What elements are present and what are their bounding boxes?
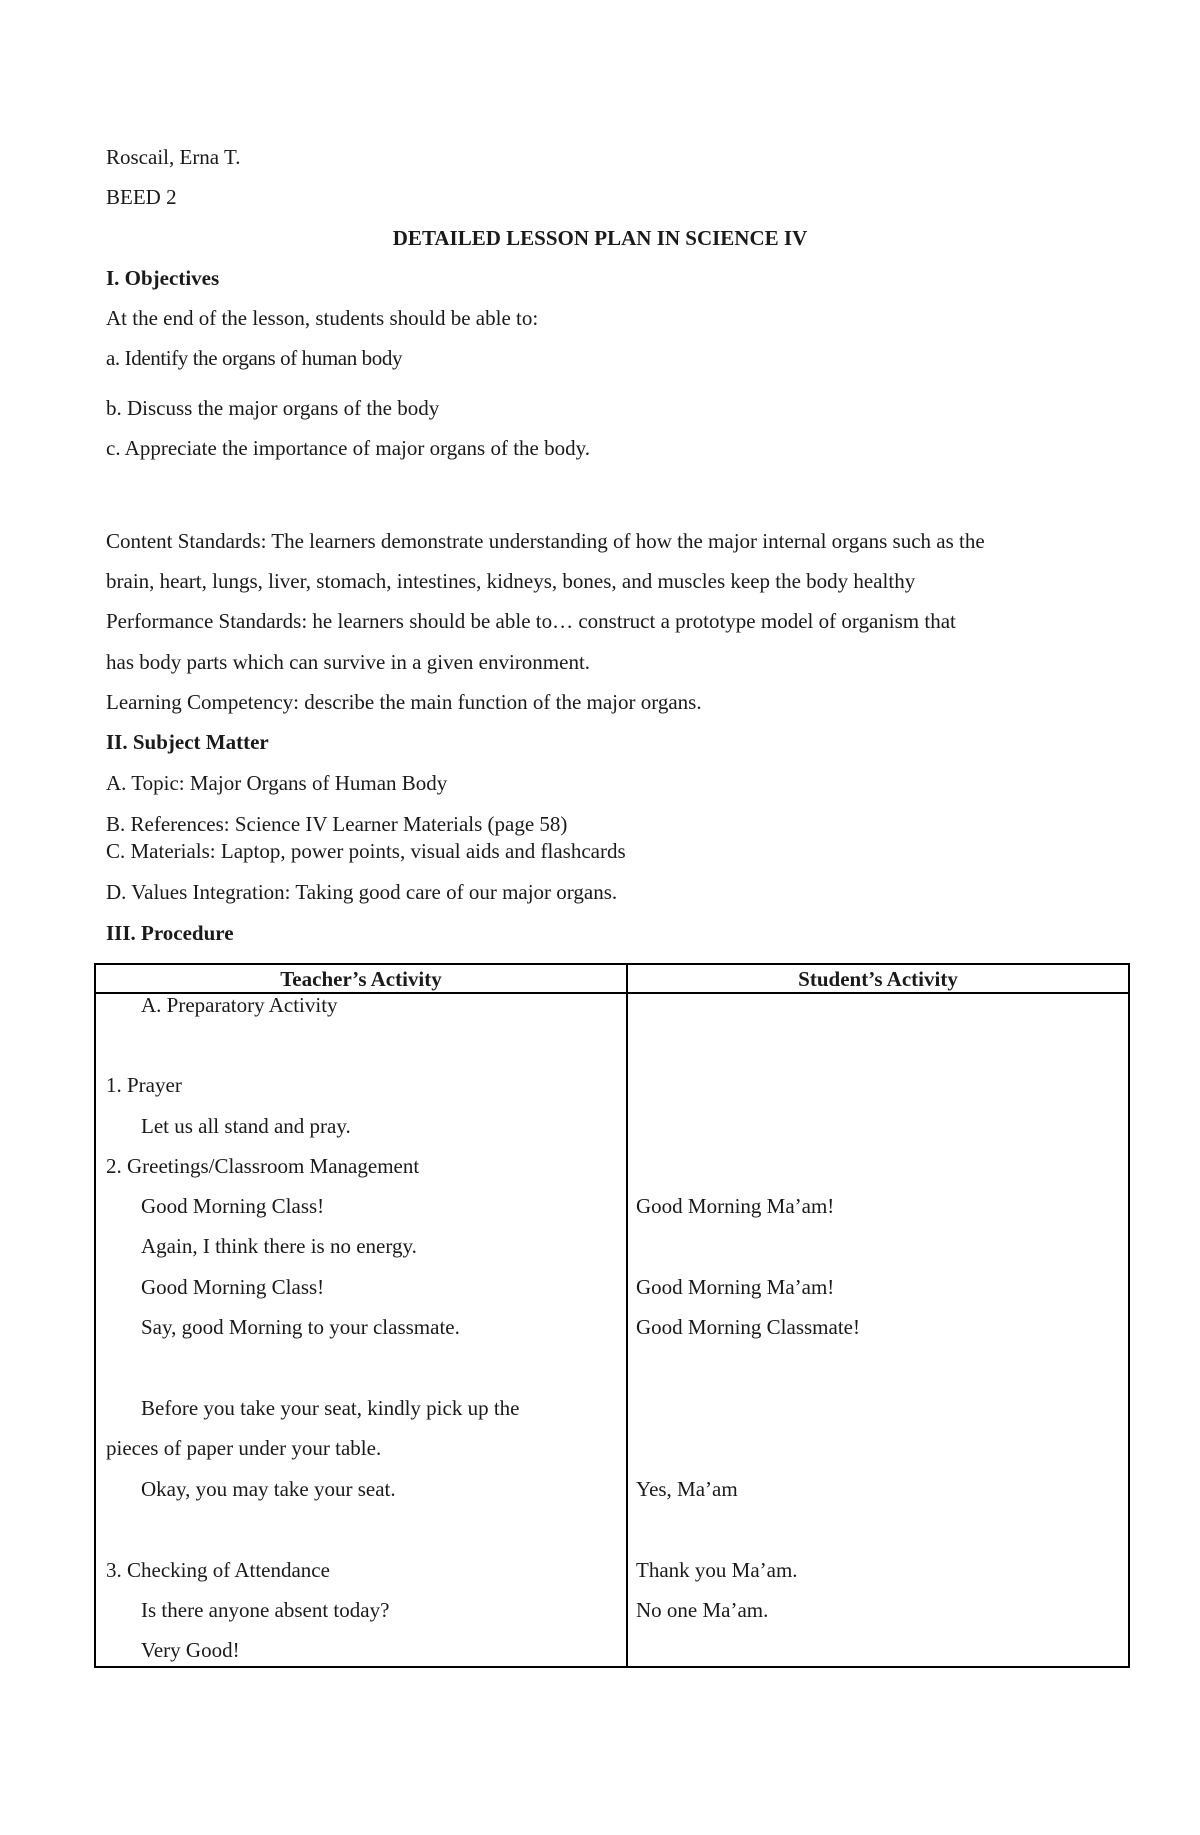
learning-competency: Learning Competency: describe the main function of the major organs.	[106, 690, 702, 714]
student-line: No one Ma’am.	[636, 1598, 769, 1622]
performance-standards: Performance Standards: he learners should be able to… construct a prototype model of organism that	[106, 609, 956, 633]
teacher-line: Let us all stand and pray.	[141, 1114, 351, 1138]
teacher-line: Is there anyone absent today?	[141, 1598, 390, 1622]
column-divider	[626, 965, 628, 1666]
teacher-line: A. Preparatory Activity	[141, 993, 338, 1017]
content-standards-cont: brain, heart, lungs, liver, stomach, intestines, kidneys, bones, and muscles keep the body healthy	[106, 569, 916, 593]
author-name: Roscail, Erna T.	[106, 145, 241, 169]
procedure-table	[94, 963, 1130, 1668]
course-label: BEED 2	[106, 185, 177, 209]
document-title: DETAILED LESSON PLAN IN SCIENCE IV	[392, 226, 808, 250]
topic-line: A. Topic: Major Organs of Human Body	[106, 771, 448, 795]
teacher-line: Say, good Morning to your classmate.	[141, 1315, 460, 1339]
performance-standards-cont: has body parts which can survive in a given environment.	[106, 650, 591, 674]
objectives-heading: I. Objectives	[106, 266, 220, 290]
objective-item: a. Identify the organs of human body	[106, 346, 403, 370]
content-standards: Content Standards: The learners demonstrate understanding of how the major internal organs such as the	[106, 529, 985, 553]
student-line: Thank you Ma’am.	[636, 1558, 798, 1582]
teacher-line: Good Morning Class!	[141, 1194, 325, 1218]
references-line: B. References: Science IV Learner Materials (page 58)	[106, 812, 568, 836]
teacher-line: Good Morning Class!	[141, 1275, 325, 1299]
teacher-line: pieces of paper under your table.	[106, 1436, 382, 1460]
materials-line: C. Materials: Laptop, power points, visual aids and flashcards	[106, 839, 626, 863]
student-line: Yes, Ma’am	[636, 1477, 738, 1501]
teacher-line: 2. Greetings/Classroom Management	[106, 1154, 420, 1178]
objectives-intro: At the end of the lesson, students should be able to:	[106, 306, 539, 330]
subject-matter-heading: II. Subject Matter	[106, 730, 269, 754]
teacher-line: Okay, you may take your seat.	[141, 1477, 396, 1501]
teacher-line: 1. Prayer	[106, 1073, 182, 1097]
teacher-line: Before you take your seat, kindly pick up the	[141, 1396, 520, 1420]
objective-item: b. Discuss the major organs of the body	[106, 396, 440, 420]
student-line: Good Morning Ma’am!	[636, 1194, 835, 1218]
student-column-header: Student’s Activity	[798, 967, 958, 991]
teacher-column-header: Teacher’s Activity	[280, 967, 442, 991]
student-line: Good Morning Classmate!	[636, 1315, 860, 1339]
objective-item: c. Appreciate the importance of major organs of the body.	[106, 436, 591, 460]
values-line: D. Values Integration: Taking good care of our major organs.	[106, 880, 618, 904]
procedure-heading: III. Procedure	[106, 921, 234, 945]
student-line: Good Morning Ma’am!	[636, 1275, 835, 1299]
teacher-line: 3. Checking of Attendance	[106, 1558, 330, 1582]
teacher-line: Again, I think there is no energy.	[141, 1234, 417, 1258]
teacher-line: Very Good!	[141, 1638, 240, 1662]
